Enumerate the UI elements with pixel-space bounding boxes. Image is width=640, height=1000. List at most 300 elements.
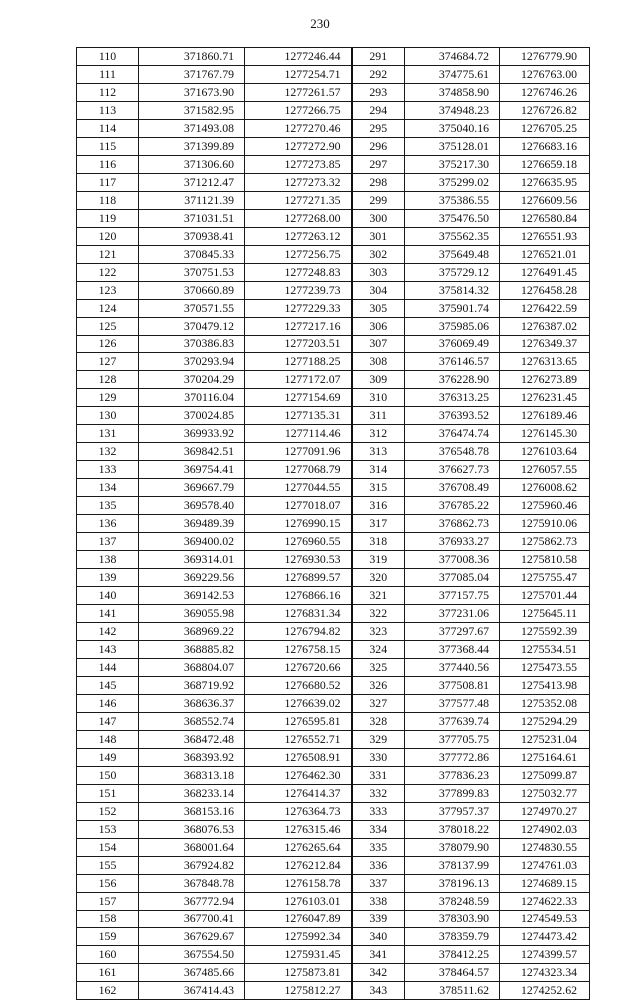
x-coordinate-left: 371493.08: [139, 119, 245, 137]
y-coordinate-right: 1276313.65: [500, 353, 590, 371]
x-coordinate-right: 378511.62: [405, 982, 500, 1000]
point-number-left: 149: [77, 748, 139, 766]
x-coordinate-left: 368393.92: [139, 748, 245, 766]
x-coordinate-left: 369754.41: [139, 461, 245, 479]
point-number-right: 341: [352, 946, 405, 964]
y-coordinate-left: 1277266.75: [245, 101, 352, 119]
y-coordinate-right: 1276726.82: [500, 101, 590, 119]
y-coordinate-right: 1274689.15: [500, 874, 590, 892]
x-coordinate-left: 370479.12: [139, 317, 245, 335]
point-number-right: 321: [352, 587, 405, 605]
point-number-left: 156: [77, 874, 139, 892]
x-coordinate-left: 368969.22: [139, 623, 245, 641]
x-coordinate-right: 378464.57: [405, 964, 500, 982]
point-number-right: 292: [352, 65, 405, 83]
y-coordinate-left: 1277114.46: [245, 425, 352, 443]
y-coordinate-left: 1277172.07: [245, 371, 352, 389]
x-coordinate-left: 368804.07: [139, 658, 245, 676]
x-coordinate-left: 368552.74: [139, 712, 245, 730]
x-coordinate-right: 377440.56: [405, 658, 500, 676]
point-number-left: 122: [77, 263, 139, 281]
x-coordinate-left: 370116.04: [139, 389, 245, 407]
y-coordinate-right: 1276635.95: [500, 173, 590, 191]
x-coordinate-right: 377705.75: [405, 730, 500, 748]
point-number-right: 317: [352, 515, 405, 533]
x-coordinate-left: 370660.89: [139, 281, 245, 299]
y-coordinate-right: 1276779.90: [500, 48, 590, 66]
point-number-left: 141: [77, 605, 139, 623]
point-number-left: 161: [77, 964, 139, 982]
y-coordinate-right: 1275910.06: [500, 515, 590, 533]
point-number-right: 325: [352, 658, 405, 676]
point-number-left: 125: [77, 317, 139, 335]
x-coordinate-right: 375217.30: [405, 155, 500, 173]
table-row: [77, 910, 590, 928]
point-number-left: 110: [77, 48, 139, 66]
y-coordinate-left: 1277018.07: [245, 497, 352, 515]
y-coordinate-left: 1276758.15: [245, 640, 352, 658]
point-number-right: 328: [352, 712, 405, 730]
y-coordinate-right: 1276521.01: [500, 245, 590, 263]
point-number-left: 159: [77, 928, 139, 946]
y-coordinate-right: 1276008.62: [500, 479, 590, 497]
y-coordinate-left: 1276680.52: [245, 676, 352, 694]
point-number-left: 131: [77, 425, 139, 443]
point-number-right: 313: [352, 443, 405, 461]
y-coordinate-left: 1277263.12: [245, 227, 352, 245]
table-row: [77, 425, 590, 443]
y-coordinate-left: 1277273.32: [245, 173, 352, 191]
y-coordinate-left: 1276595.81: [245, 712, 352, 730]
x-coordinate-left: 371031.51: [139, 209, 245, 227]
point-number-right: 299: [352, 191, 405, 209]
y-coordinate-right: 1275810.58: [500, 551, 590, 569]
y-coordinate-right: 1276609.56: [500, 191, 590, 209]
y-coordinate-left: 1277068.79: [245, 461, 352, 479]
y-coordinate-left: 1277246.44: [245, 48, 352, 66]
point-number-right: 295: [352, 119, 405, 137]
point-number-left: 133: [77, 461, 139, 479]
table-row: [77, 533, 590, 551]
table-row: [77, 748, 590, 766]
y-coordinate-right: 1276231.45: [500, 389, 590, 407]
x-coordinate-right: 376228.90: [405, 371, 500, 389]
point-number-left: 128: [77, 371, 139, 389]
table-row: [77, 137, 590, 155]
x-coordinate-right: 378359.79: [405, 928, 500, 946]
point-number-left: 139: [77, 569, 139, 587]
y-coordinate-right: 1275701.44: [500, 587, 590, 605]
x-coordinate-left: 371121.39: [139, 191, 245, 209]
table-row: [77, 209, 590, 227]
x-coordinate-left: 367700.41: [139, 910, 245, 928]
x-coordinate-left: 371767.79: [139, 65, 245, 83]
x-coordinate-left: 368885.82: [139, 640, 245, 658]
x-coordinate-right: 377577.48: [405, 694, 500, 712]
y-coordinate-left: 1277272.90: [245, 137, 352, 155]
y-coordinate-left: 1276364.73: [245, 802, 352, 820]
x-coordinate-left: 369489.39: [139, 515, 245, 533]
y-coordinate-left: 1277248.83: [245, 263, 352, 281]
y-coordinate-right: 1275099.87: [500, 766, 590, 784]
coordinates-table-body: [77, 48, 590, 1000]
table-row: [77, 694, 590, 712]
y-coordinate-right: 1275231.04: [500, 730, 590, 748]
point-number-left: 160: [77, 946, 139, 964]
y-coordinate-right: 1274399.57: [500, 946, 590, 964]
x-coordinate-left: 369578.40: [139, 497, 245, 515]
x-coordinate-left: 370386.83: [139, 335, 245, 353]
table-row: [77, 155, 590, 173]
table-row: [77, 551, 590, 569]
point-number-right: 336: [352, 856, 405, 874]
y-coordinate-left: 1277261.57: [245, 83, 352, 101]
x-coordinate-left: 368233.14: [139, 784, 245, 802]
y-coordinate-left: 1276990.15: [245, 515, 352, 533]
table-row: [77, 443, 590, 461]
x-coordinate-left: 371860.71: [139, 48, 245, 66]
y-coordinate-left: 1277044.55: [245, 479, 352, 497]
table-row: [77, 623, 590, 641]
y-coordinate-left: 1276794.82: [245, 623, 352, 641]
table-row: [77, 407, 590, 425]
x-coordinate-right: 377297.67: [405, 623, 500, 641]
y-coordinate-left: 1276414.37: [245, 784, 352, 802]
y-coordinate-right: 1274252.62: [500, 982, 590, 1000]
y-coordinate-right: 1274622.33: [500, 892, 590, 910]
y-coordinate-right: 1274902.03: [500, 820, 590, 838]
table-row: [77, 605, 590, 623]
point-number-left: 116: [77, 155, 139, 173]
x-coordinate-left: 371673.90: [139, 83, 245, 101]
y-coordinate-right: 1276705.25: [500, 119, 590, 137]
point-number-right: 342: [352, 964, 405, 982]
point-number-left: 115: [77, 137, 139, 155]
table-row: [77, 982, 590, 1000]
x-coordinate-right: 375476.50: [405, 209, 500, 227]
x-coordinate-left: 369933.92: [139, 425, 245, 443]
x-coordinate-left: 368636.37: [139, 694, 245, 712]
y-coordinate-right: 1276491.45: [500, 263, 590, 281]
y-coordinate-left: 1277256.75: [245, 245, 352, 263]
table-row: [77, 874, 590, 892]
table-row: [77, 587, 590, 605]
table-row: [77, 461, 590, 479]
table-row: [77, 515, 590, 533]
point-number-left: 142: [77, 623, 139, 641]
y-coordinate-right: 1276057.55: [500, 461, 590, 479]
y-coordinate-right: 1276580.84: [500, 209, 590, 227]
table-row: [77, 497, 590, 515]
y-coordinate-left: 1275873.81: [245, 964, 352, 982]
x-coordinate-right: 378248.59: [405, 892, 500, 910]
table-row: [77, 964, 590, 982]
table-row: [77, 479, 590, 497]
y-coordinate-right: 1276189.46: [500, 407, 590, 425]
y-coordinate-left: 1277154.69: [245, 389, 352, 407]
point-number-left: 146: [77, 694, 139, 712]
point-number-left: 138: [77, 551, 139, 569]
x-coordinate-right: 376862.73: [405, 515, 500, 533]
point-number-left: 127: [77, 353, 139, 371]
y-coordinate-right: 1275960.46: [500, 497, 590, 515]
x-coordinate-right: 375985.06: [405, 317, 500, 335]
x-coordinate-left: 369229.56: [139, 569, 245, 587]
point-number-right: 319: [352, 551, 405, 569]
point-number-left: 114: [77, 119, 139, 137]
table-row: [77, 892, 590, 910]
point-number-right: 329: [352, 730, 405, 748]
x-coordinate-left: 368153.16: [139, 802, 245, 820]
x-coordinate-right: 378196.13: [405, 874, 500, 892]
point-number-right: 337: [352, 874, 405, 892]
point-number-right: 339: [352, 910, 405, 928]
point-number-left: 130: [77, 407, 139, 425]
table-row: [77, 263, 590, 281]
x-coordinate-left: 368076.53: [139, 820, 245, 838]
table-row: [77, 658, 590, 676]
x-coordinate-right: 375649.48: [405, 245, 500, 263]
point-number-right: 306: [352, 317, 405, 335]
y-coordinate-right: 1274549.53: [500, 910, 590, 928]
point-number-left: 126: [77, 335, 139, 353]
table-row: [77, 766, 590, 784]
x-coordinate-left: 371582.95: [139, 101, 245, 119]
y-coordinate-right: 1275164.61: [500, 748, 590, 766]
x-coordinate-right: 377772.86: [405, 748, 500, 766]
x-coordinate-right: 376069.49: [405, 335, 500, 353]
point-number-right: 293: [352, 83, 405, 101]
point-number-right: 320: [352, 569, 405, 587]
table-row: [77, 784, 590, 802]
y-coordinate-left: 1276462.30: [245, 766, 352, 784]
y-coordinate-right: 1276659.18: [500, 155, 590, 173]
x-coordinate-left: 370571.55: [139, 299, 245, 317]
point-number-right: 304: [352, 281, 405, 299]
x-coordinate-right: 374858.90: [405, 83, 500, 101]
point-number-left: 154: [77, 838, 139, 856]
table-row: [77, 65, 590, 83]
x-coordinate-right: 376708.49: [405, 479, 500, 497]
point-number-left: 145: [77, 676, 139, 694]
point-number-left: 120: [77, 227, 139, 245]
x-coordinate-left: 367924.82: [139, 856, 245, 874]
x-coordinate-right: 377368.44: [405, 640, 500, 658]
y-coordinate-right: 1276746.26: [500, 83, 590, 101]
y-coordinate-right: 1275592.39: [500, 623, 590, 641]
point-number-left: 151: [77, 784, 139, 802]
point-number-left: 123: [77, 281, 139, 299]
table-row: [77, 838, 590, 856]
point-number-right: 334: [352, 820, 405, 838]
y-coordinate-right: 1275534.51: [500, 640, 590, 658]
x-coordinate-left: 370938.41: [139, 227, 245, 245]
table-row: [77, 101, 590, 119]
y-coordinate-right: 1276103.64: [500, 443, 590, 461]
table-row: [77, 389, 590, 407]
x-coordinate-right: 377085.04: [405, 569, 500, 587]
table-row: [77, 928, 590, 946]
y-coordinate-left: 1275992.34: [245, 928, 352, 946]
table-row: [77, 856, 590, 874]
point-number-right: 324: [352, 640, 405, 658]
point-number-left: 143: [77, 640, 139, 658]
point-number-right: 300: [352, 209, 405, 227]
y-coordinate-left: 1276930.53: [245, 551, 352, 569]
table-row: [77, 299, 590, 317]
x-coordinate-right: 377639.74: [405, 712, 500, 730]
y-coordinate-right: 1276387.02: [500, 317, 590, 335]
x-coordinate-left: 368719.92: [139, 676, 245, 694]
y-coordinate-right: 1276458.28: [500, 281, 590, 299]
point-number-left: 144: [77, 658, 139, 676]
x-coordinate-left: 369055.98: [139, 605, 245, 623]
y-coordinate-right: 1276683.16: [500, 137, 590, 155]
x-coordinate-left: 368001.64: [139, 838, 245, 856]
point-number-left: 121: [77, 245, 139, 263]
x-coordinate-right: 376474.74: [405, 425, 500, 443]
y-coordinate-left: 1276212.84: [245, 856, 352, 874]
table-row: [77, 820, 590, 838]
x-coordinate-right: 378412.25: [405, 946, 500, 964]
x-coordinate-left: 370845.33: [139, 245, 245, 263]
y-coordinate-left: 1276552.71: [245, 730, 352, 748]
point-number-right: 338: [352, 892, 405, 910]
x-coordinate-left: 367414.43: [139, 982, 245, 1000]
y-coordinate-left: 1277271.35: [245, 191, 352, 209]
y-coordinate-left: 1277239.73: [245, 281, 352, 299]
table-row: [77, 335, 590, 353]
x-coordinate-left: 367554.50: [139, 946, 245, 964]
x-coordinate-left: 370024.85: [139, 407, 245, 425]
x-coordinate-left: 368472.48: [139, 730, 245, 748]
point-number-right: 335: [352, 838, 405, 856]
y-coordinate-right: 1275645.11: [500, 605, 590, 623]
y-coordinate-left: 1276315.46: [245, 820, 352, 838]
point-number-right: 326: [352, 676, 405, 694]
y-coordinate-right: 1276273.89: [500, 371, 590, 389]
x-coordinate-left: 370204.29: [139, 371, 245, 389]
point-number-left: 136: [77, 515, 139, 533]
x-coordinate-left: 368313.18: [139, 766, 245, 784]
x-coordinate-right: 378018.22: [405, 820, 500, 838]
y-coordinate-left: 1276960.55: [245, 533, 352, 551]
y-coordinate-left: 1277091.96: [245, 443, 352, 461]
point-number-left: 147: [77, 712, 139, 730]
point-number-right: 305: [352, 299, 405, 317]
table-row: [77, 371, 590, 389]
table-row: [77, 245, 590, 263]
point-number-right: 296: [352, 137, 405, 155]
y-coordinate-left: 1277273.85: [245, 155, 352, 173]
table-row: [77, 676, 590, 694]
point-number-right: 323: [352, 623, 405, 641]
y-coordinate-left: 1277188.25: [245, 353, 352, 371]
x-coordinate-left: 367485.66: [139, 964, 245, 982]
point-number-left: 153: [77, 820, 139, 838]
x-coordinate-right: 378303.90: [405, 910, 500, 928]
x-coordinate-right: 376548.78: [405, 443, 500, 461]
x-coordinate-right: 374684.72: [405, 48, 500, 66]
table-row: [77, 640, 590, 658]
table-row: [77, 802, 590, 820]
point-number-right: 322: [352, 605, 405, 623]
y-coordinate-left: 1277270.46: [245, 119, 352, 137]
point-number-left: 162: [77, 982, 139, 1000]
table-row: [77, 281, 590, 299]
x-coordinate-left: 369400.02: [139, 533, 245, 551]
y-coordinate-right: 1274830.55: [500, 838, 590, 856]
point-number-right: 312: [352, 425, 405, 443]
y-coordinate-left: 1276265.64: [245, 838, 352, 856]
point-number-right: 308: [352, 353, 405, 371]
x-coordinate-right: 377957.37: [405, 802, 500, 820]
x-coordinate-left: 367772.94: [139, 892, 245, 910]
x-coordinate-right: 378079.90: [405, 838, 500, 856]
y-coordinate-right: 1276145.30: [500, 425, 590, 443]
point-number-left: 132: [77, 443, 139, 461]
x-coordinate-right: 378137.99: [405, 856, 500, 874]
point-number-left: 158: [77, 910, 139, 928]
point-number-left: 134: [77, 479, 139, 497]
point-number-right: 343: [352, 982, 405, 1000]
x-coordinate-right: 376393.52: [405, 407, 500, 425]
table-row: [77, 173, 590, 191]
point-number-right: 297: [352, 155, 405, 173]
point-number-left: 129: [77, 389, 139, 407]
x-coordinate-left: 370293.94: [139, 353, 245, 371]
y-coordinate-right: 1275755.47: [500, 569, 590, 587]
point-number-left: 152: [77, 802, 139, 820]
x-coordinate-left: 369842.51: [139, 443, 245, 461]
x-coordinate-right: 375901.74: [405, 299, 500, 317]
x-coordinate-left: 367848.78: [139, 874, 245, 892]
point-number-left: 119: [77, 209, 139, 227]
y-coordinate-left: 1276720.66: [245, 658, 352, 676]
table-row: [77, 946, 590, 964]
y-coordinate-right: 1275352.08: [500, 694, 590, 712]
y-coordinate-left: 1277203.51: [245, 335, 352, 353]
point-number-right: 330: [352, 748, 405, 766]
point-number-left: 117: [77, 173, 139, 191]
point-number-left: 135: [77, 497, 139, 515]
x-coordinate-right: 377836.23: [405, 766, 500, 784]
point-number-right: 303: [352, 263, 405, 281]
y-coordinate-right: 1276422.59: [500, 299, 590, 317]
point-number-left: 118: [77, 191, 139, 209]
x-coordinate-left: 369142.53: [139, 587, 245, 605]
y-coordinate-left: 1277268.00: [245, 209, 352, 227]
table-row: [77, 83, 590, 101]
y-coordinate-left: 1277229.33: [245, 299, 352, 317]
x-coordinate-right: 375562.35: [405, 227, 500, 245]
y-coordinate-right: 1274970.27: [500, 802, 590, 820]
table-row: [77, 48, 590, 66]
page-number: 230: [310, 16, 330, 31]
point-number-left: 137: [77, 533, 139, 551]
x-coordinate-right: 377008.36: [405, 551, 500, 569]
point-number-right: 314: [352, 461, 405, 479]
table-row: [77, 317, 590, 335]
point-number-left: 157: [77, 892, 139, 910]
x-coordinate-right: 375814.32: [405, 281, 500, 299]
x-coordinate-right: 375386.55: [405, 191, 500, 209]
x-coordinate-right: 375729.12: [405, 263, 500, 281]
point-number-right: 315: [352, 479, 405, 497]
x-coordinate-left: 369314.01: [139, 551, 245, 569]
y-coordinate-right: 1274323.34: [500, 964, 590, 982]
x-coordinate-right: 376146.57: [405, 353, 500, 371]
